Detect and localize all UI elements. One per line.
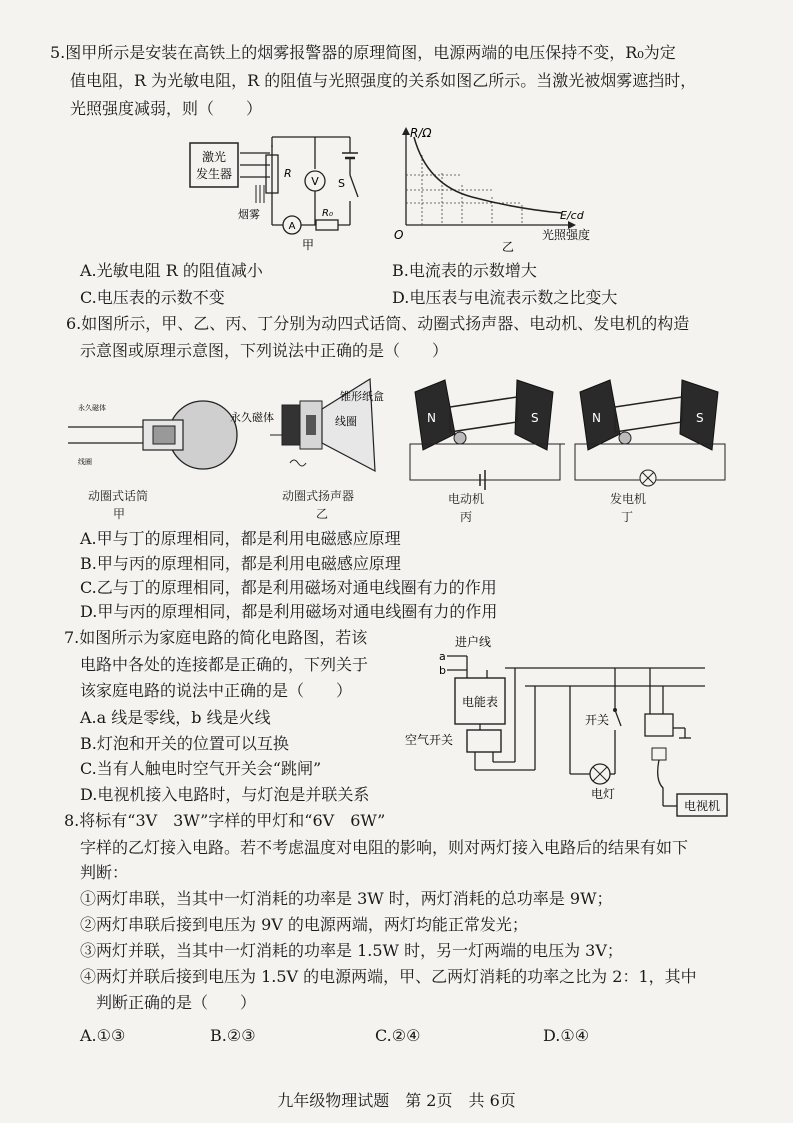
svg-text:电能表: 电能表 [461, 695, 499, 709]
svg-text:激光: 激光 [201, 150, 227, 164]
svg-text:O: O [394, 228, 404, 242]
q8-stem-question: 判断正确的是（ ） [96, 993, 257, 1012]
q6-stem-line1: 6.如图所示，甲、乙、丙、丁分别为动四式话筒、动圈式扬声器、电动机、发电机的构造 [66, 314, 690, 333]
q8-stem-line3: 判断： [80, 863, 129, 882]
q7-option-a[interactable]: A.a 线是零线，b 线是火线 [80, 708, 271, 727]
svg-text:R: R [284, 167, 292, 180]
svg-text:R/Ω: R/Ω [410, 126, 432, 140]
q7-stem-line1: 7.如图所示为家庭电路的简化电路图，若该 [64, 628, 368, 647]
q6-speaker-caption: 动圈式扬声器 [282, 489, 355, 503]
q6-figure-microphone [68, 380, 238, 490]
q6-mic-caption: 动圈式话筒 [88, 489, 149, 503]
svg-text:电灯: 电灯 [591, 787, 616, 801]
q8-option-b[interactable]: B.②③ [210, 1026, 256, 1045]
q7-stem-line3: 该家庭电路的说法中正确的是（ ） [80, 681, 353, 700]
q6-option-a[interactable]: A.甲与丁的原理相同，都是利用电磁感应原理 [80, 529, 401, 548]
q6-option-b[interactable]: B.甲与丙的原理相同，都是利用电磁感应原理 [80, 554, 401, 573]
svg-text:N: N [592, 411, 601, 425]
q6-motor-caption: 电动机 [448, 492, 485, 506]
page-footer: 九年级物理试题 第 2页 共 6页 [277, 1091, 516, 1110]
q7-figure-household-circuit [405, 630, 740, 825]
svg-text:空气开关: 空气开关 [405, 733, 454, 747]
q7-option-c[interactable]: C.当有人触电时空气开关会“跳闸” [80, 759, 322, 778]
q6-option-d[interactable]: D.甲与丙的原理相同，都是利用磁场对通电线圈有力的作用 [80, 602, 498, 621]
svg-text:电视机: 电视机 [683, 799, 721, 813]
q5-option-c[interactable]: C.电压表的示数不变 [80, 288, 225, 307]
svg-text:S: S [531, 411, 539, 425]
svg-text:V: V [311, 175, 319, 188]
q7-option-b[interactable]: B.灯泡和开关的位置可以互换 [80, 734, 289, 753]
q8-statement-2: ②两灯串联后接到电压为 9V 的电源两端，两灯均能正常发光； [80, 915, 528, 934]
q8-statement-4: ④两灯并联后接到电压为 1.5V 的电源两端，甲、乙两灯消耗的功率之比为 2：1，其中 [80, 967, 697, 986]
svg-text:N: N [427, 411, 436, 425]
q8-stem-line1: 8.将标有“3V 3W”字样的甲灯和“6V 6W” [64, 811, 386, 830]
q6-figure-motor [405, 372, 570, 492]
q6-figure-speaker [230, 375, 400, 490]
svg-text:永久磁体: 永久磁体 [230, 411, 274, 424]
svg-text:乙: 乙 [502, 240, 515, 254]
svg-text:S: S [696, 411, 704, 425]
q8-option-c[interactable]: C.②④ [375, 1026, 421, 1045]
q6-bing-label: 丙 [460, 510, 473, 524]
svg-text:线圈: 线圈 [335, 415, 357, 428]
q6-stem-line2: 示意图或原理示意图，下列说法中正确的是（ ） [80, 341, 449, 360]
svg-text:开关: 开关 [585, 713, 610, 727]
q8-statement-3: ③两灯并联，当其中一灯消耗的功率是 1.5W 时，另一灯两端的电压为 3V； [80, 941, 623, 960]
svg-text:永久磁体: 永久磁体 [78, 404, 106, 412]
svg-text:a: a [439, 650, 446, 663]
q7-option-d[interactable]: D.电视机接入电路时，与灯泡是并联关系 [80, 785, 370, 804]
svg-text:线圈: 线圈 [78, 458, 92, 466]
q8-statement-1: ①两灯串联，当其中一灯消耗的功率是 3W 时，两灯消耗的总功率是 9W； [80, 889, 613, 908]
svg-text:S: S [338, 177, 345, 190]
q8-option-a[interactable]: A.①③ [80, 1026, 126, 1045]
svg-text:光照强度: 光照强度 [542, 228, 591, 242]
q5-option-d[interactable]: D.电压表与电流表示数之比变大 [392, 288, 618, 307]
svg-text:A: A [288, 221, 296, 232]
q5-stem-line1: 5.图甲所示是安装在高铁上的烟雾报警器的原理简图，电源两端的电压保持不变，R₀为定 [50, 43, 676, 62]
q5-option-a[interactable]: A.光敏电阻 R 的阻值减小 [80, 261, 263, 280]
q6-ding-label: 丁 [621, 510, 634, 524]
q5-stem-line3: 光照强度减弱，则（ ） [70, 99, 263, 118]
svg-text:进户线: 进户线 [455, 635, 492, 649]
q6-jia-label: 甲 [113, 507, 126, 521]
svg-text:b: b [439, 664, 446, 677]
q5-figure-yi-graph [392, 125, 622, 255]
svg-text:R₀: R₀ [322, 208, 333, 219]
q8-stem-line2: 字样的乙灯接入电路。若不考虑温度对电阻的影响，则对两灯接入电路后的结果有如下 [80, 838, 689, 857]
svg-text:E/cd: E/cd [560, 209, 584, 222]
svg-text:锥形纸盒: 锥形纸盒 [340, 390, 384, 403]
q6-figure-generator [570, 372, 735, 492]
q7-stem-line2: 电路中各处的连接都是正确的，下列关于 [80, 655, 369, 674]
svg-text:甲: 甲 [301, 238, 315, 252]
svg-text:发生器: 发生器 [195, 167, 233, 181]
q5-option-b[interactable]: B.电流表的示数增大 [392, 261, 537, 280]
q5-figure-jia-circuit [180, 125, 380, 255]
q5-stem-line2: 值电阻，R 为光敏电阻，R 的阻值与光照强度的关系如图乙所示。当激光被烟雾遮挡时， [70, 71, 697, 90]
q6-option-c[interactable]: C.乙与丁的原理相同，都是利用磁场对通电线圈有力的作用 [80, 578, 497, 597]
q6-generator-caption: 发电机 [610, 492, 647, 506]
q6-yi-label: 乙 [316, 507, 329, 521]
q8-option-d[interactable]: D.①④ [543, 1026, 590, 1045]
svg-text:烟雾: 烟雾 [238, 208, 260, 221]
